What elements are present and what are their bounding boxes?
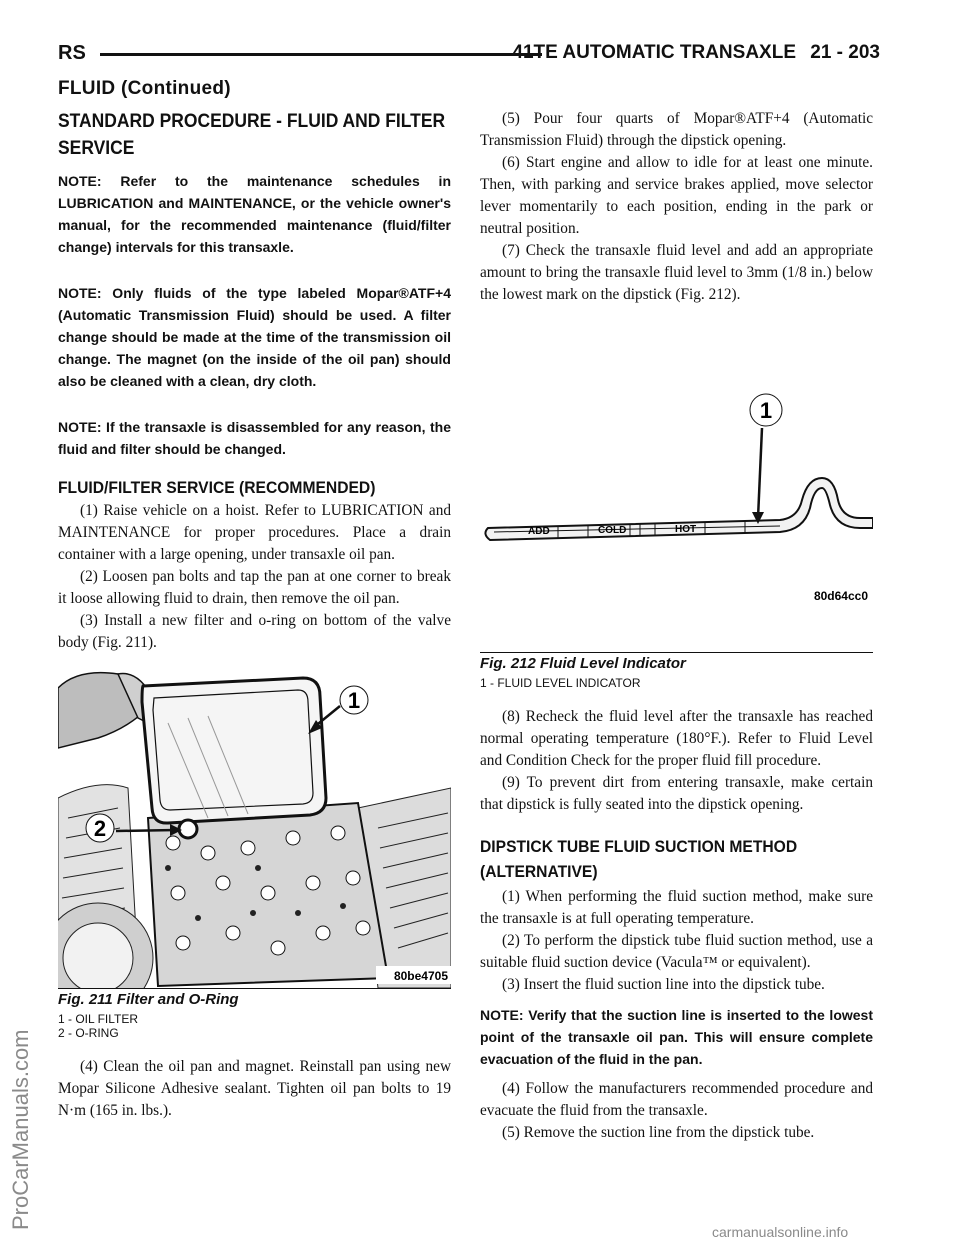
dipstick-illustration — [480, 350, 873, 652]
watermark-text: ProCarManuals.com — [8, 1029, 33, 1230]
suction-step-3: (3) Insert the fluid suction line into the dipstick tube. — [502, 976, 825, 993]
note-fluid-type: NOTE: Only fluids of the type labeled Mopar®ATF+4 (Automatic Transmission Fluid) should be used. A filter change should be made at the time of the transmission oil change. The magnet (on the inside of the oil pan) should also be cleaned with a clean, dry cloth. — [58, 285, 451, 389]
right-column — [480, 108, 873, 1144]
figure-212-title: Fig. 212 Fluid Level Indicator — [480, 655, 686, 672]
header-title: 41TE AUTOMATIC TRANSAXLE — [512, 42, 796, 63]
step-4: (4) Clean the oil pan and magnet. Reinstall pan using new Mopar Silicone Adhesive sealant. Tighten oil pan bolts to 19 N·m (165 in. lbs.). — [58, 1058, 451, 1119]
figure-211-title: Fig. 211 Filter and O-Ring — [58, 991, 239, 1008]
legend-o-ring: 2 - O-RING — [58, 1026, 119, 1040]
mark-hot: HOT — [675, 524, 697, 535]
note-maintenance-schedule: NOTE: Refer to the maintenance schedules in LUBRICATION and MAINTENANCE, or the vehicle owner's manual, for the recommended maintenance (fluid/filter change) intervals for this transaxle. — [58, 173, 451, 255]
figure-211-callout-1: 1 — [347, 688, 361, 713]
step-8: (8) Recheck the fluid level after the transaxle has reached normal operating temperature (180°F.). Refer to Fluid Level and Condition Check for the proper fluid fill procedure. — [480, 708, 873, 769]
figure-211 — [58, 668, 451, 989]
figure-211-legend — [58, 1012, 451, 1040]
step-2: (2) Loosen pan bolts and tap the pan at one corner to break it loose allowing fluid to drain, then remove the oil pan. — [58, 568, 451, 607]
step-5: (5) Pour four quarts of Mopar®ATF+4 (Automatic Transmission Fluid) through the dipstick opening. — [480, 110, 873, 149]
continued-heading: FLUID (Continued) — [58, 78, 231, 99]
figure-211-code: 80be4705 — [393, 969, 448, 983]
step-9: (9) To prevent dirt from entering transaxle, make certain that dipstick is fully seated into the dipstick opening. — [480, 774, 873, 813]
mark-add: ADD — [528, 526, 550, 537]
figure-212-legend — [480, 676, 873, 690]
header-section-code: RS — [58, 42, 86, 64]
subheading-fluid-filter-service: FLUID/FILTER SERVICE (RECOMMENDED) — [58, 478, 376, 497]
note-suction-line: NOTE: Verify that the suction line is inserted to the lowest point of the transaxle oil pan. This will ensure complete evacuation of the fluid in the pan. — [480, 1007, 873, 1067]
mark-cold: COLD — [598, 525, 627, 536]
filter-oring-illustration — [58, 668, 451, 988]
figure-212-callout-1: 1 — [759, 398, 773, 423]
section-heading: STANDARD PROCEDURE - FLUID AND FILTER SERVICE — [58, 111, 446, 159]
legend-fluid-level-indicator: 1 - FLUID LEVEL INDICATOR — [480, 676, 641, 690]
header-rule — [100, 53, 542, 56]
page-number: 21 - 203 — [810, 42, 880, 63]
figure-212 — [480, 350, 873, 653]
left-column — [58, 108, 451, 1122]
legend-oil-filter: 1 - OIL FILTER — [58, 1012, 139, 1026]
subheading-suction-method: DIPSTICK TUBE FLUID SUCTION METHOD (ALTERNATIVE) — [480, 837, 798, 881]
step-7: (7) Check the transaxle fluid level and add an appropriate amount to bring the transaxle fluid level to 3mm (1/8 in.) below the lowest mark on the dipstick (Fig. 212). — [480, 242, 873, 303]
suction-step-2: (2) To perform the dipstick tube fluid suction method, use a suitable fluid suction device (Vacula™ or equivalent). — [480, 932, 873, 971]
suction-step-4: (4) Follow the manufacturers recommended procedure and evacuate the fluid from the transaxle. — [480, 1080, 873, 1119]
figure-211-callout-2: 2 — [93, 816, 107, 841]
step-1: (1) Raise vehicle on a hoist. Refer to LUBRICATION and MAINTENANCE for proper procedures. Place a drain container with a large opening, under transaxle oil pan. — [58, 502, 451, 563]
suction-step-5: (5) Remove the suction line from the dipstick tube. — [502, 1124, 815, 1141]
step-6: (6) Start engine and allow to idle for at least one minute. Then, with parking and service brakes applied, move selector lever momentarily to each position, ending in the park or neutral position. — [480, 154, 873, 237]
footer-site-link[interactable]: carmanualsonline.info — [712, 1224, 849, 1240]
note-disassembly: NOTE: If the transaxle is disassembled for any reason, the fluid and filter should be changed. — [58, 419, 451, 457]
suction-step-1: (1) When performing the fluid suction method, make sure the transaxle is at full operating temperature. — [480, 888, 873, 927]
step-3: (3) Install a new filter and o-ring on bottom of the valve body (Fig. 211). — [58, 612, 451, 651]
page-header — [58, 40, 880, 70]
figure-212-code: 80d64cc0 — [813, 589, 868, 603]
